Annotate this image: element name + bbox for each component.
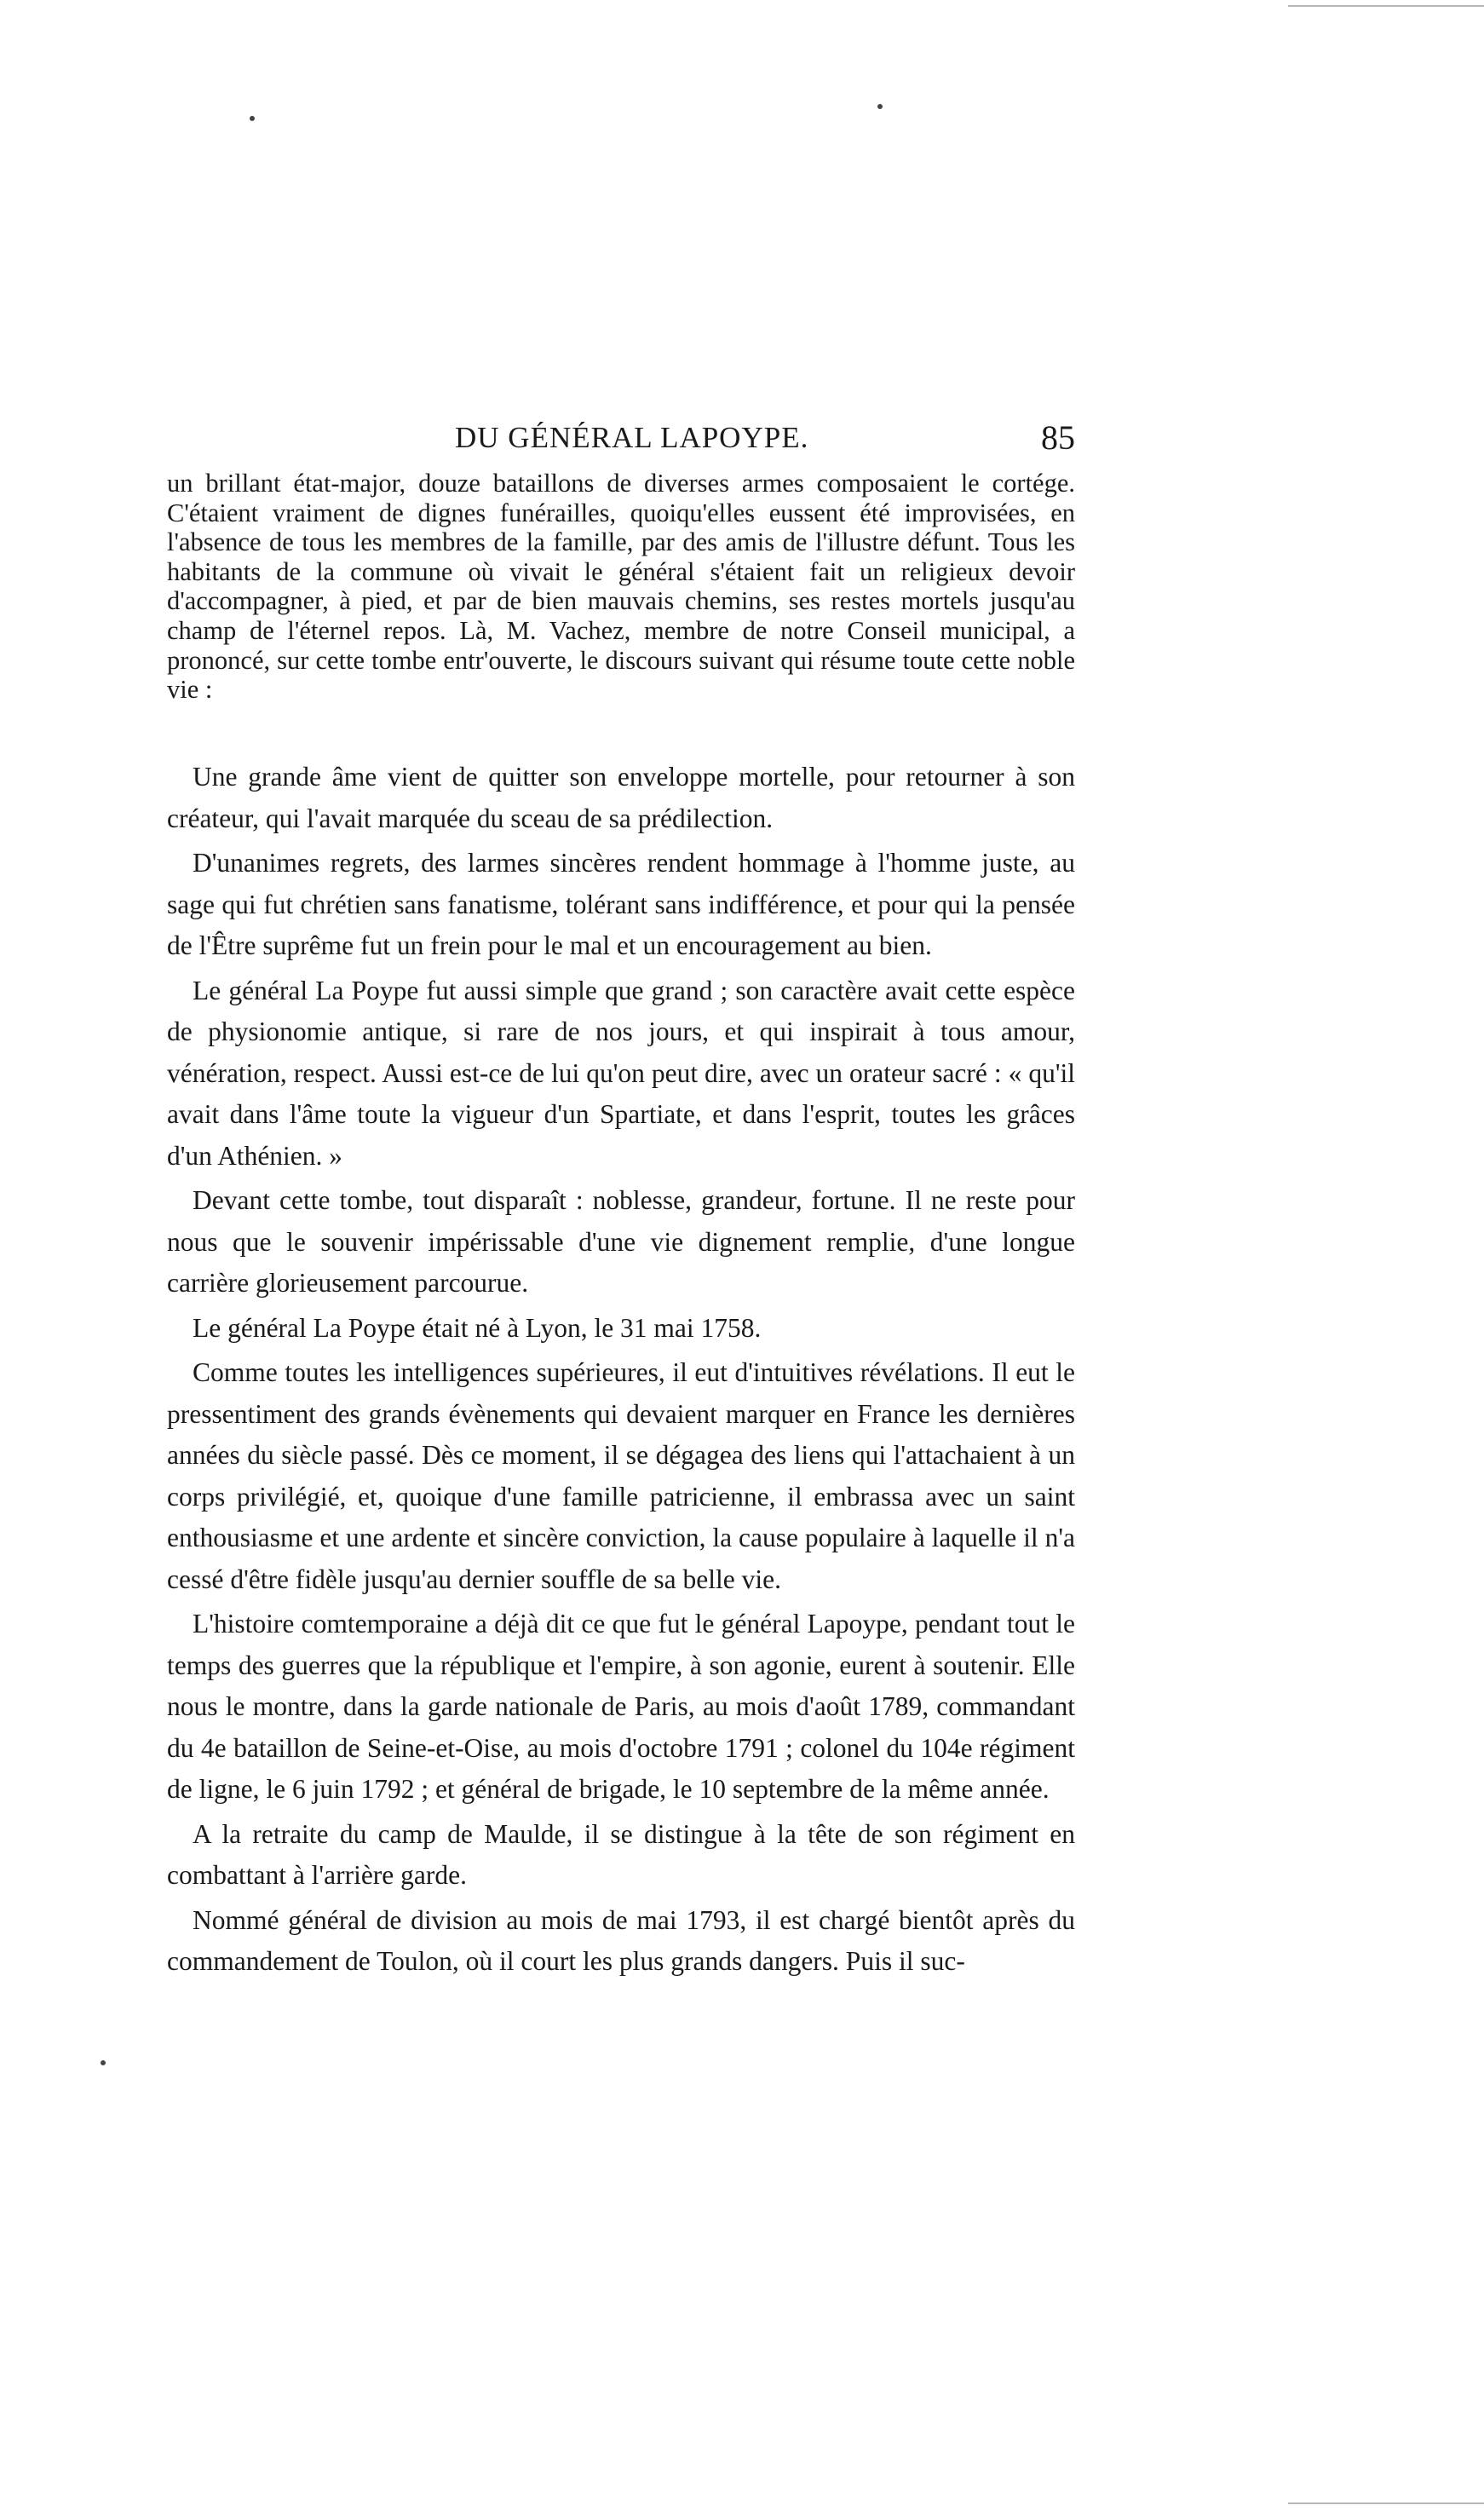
ink-speck	[101, 2060, 106, 2065]
bottom-edge-rule	[1288, 2502, 1484, 2504]
speech-paragraph: Comme toutes les intelligences supérieures, il eut d'intuitives révélations. Il eut le pressentiment des grands évènements qui devaient marquer en France les dernières années du siècle passé. Dès ce moment, il se dégagea des liens qui l'attachaient à un corps privilégié, et, quoique d'une famille patricienne, il embrassa avec un saint enthousiasme et une ardente et sincère conviction, la cause populaire à laquelle il n'a cessé d'être fidèle jusqu'au dernier souffle de sa belle vie.	[167, 1357, 1075, 1594]
speech-paragraph: A la retraite du camp de Maulde, il se distingue à la tête de son régiment en combattant à l'arrière garde.	[167, 1818, 1075, 1890]
page-number: 85	[1041, 418, 1075, 457]
intro-paragraph: un brillant état-major, douze bataillons de diverses armes composaient le cortége. C'étaient vraiment de dignes funérailles, quoiqu'elles eussent été improvisées, en l'absence de tous les membres de la famille, par des amis de l'illustre défunt. Tous les habitants de la commune où vivait le général s'étaient fait un religieux devoir d'accompagner, à pied, et par de bien mauvais chemins, ses restes mortels jusqu'au champ de l'éternel repos. Là, M. Vachez, membre de notre Conseil municipal, a prononcé, sur cette tombe entr'ouverte, le discours suivant qui résume toute cette noble vie :	[167, 469, 1075, 705]
ink-speck	[877, 104, 883, 109]
speech-paragraph: Le général La Poype fut aussi simple que grand ; son caractère avait cette espèce de physionomie antique, si rare de nos jours, et qui inspirait à tous amour, vénération, respect. Aussi est-ce de lui qu'on peut dire, avec un orateur sacré : « qu'il avait dans l'âme toute la vigueur d'un Spartiate, et dans l'esprit, toutes les grâces d'un Athénien. »	[167, 975, 1075, 1171]
speech-paragraph: L'histoire comtemporaine a déjà dit ce que fut le général Lapoype, pendant tout le temps des guerres que la république et l'empire, à son agonie, eurent à soutenir. Elle nous le montre, dans la garde nationale de Paris, au mois d'août 1789, commandant du 4e bataillon de Seine-et-Oise, au mois d'octobre 1791 ; colonel du 104e régiment de ligne, le 6 juin 1792 ; et général de brigade, le 10 septembre de la même année.	[167, 1609, 1075, 1804]
ink-speck	[250, 116, 255, 121]
page-header	[167, 412, 1075, 464]
speech-block	[167, 757, 1075, 1986]
top-edge-rule	[1288, 5, 1484, 7]
running-title: DU GÉNÉRAL LAPOYPE.	[455, 421, 809, 454]
speech-paragraph: Une grande âme vient de quitter son enveloppe mortelle, pour retourner à son créateur, qui l'avait marquée du sceau de sa prédilection.	[167, 762, 1075, 833]
speech-paragraph: Nommé général de division au mois de mai 1793, il est chargé bientôt après du commandement de Toulon, où il court les plus grands dangers. Puis il suc-	[167, 1904, 1075, 1976]
intro-paragraph-block	[167, 469, 1075, 705]
speech-paragraph: Devant cette tombe, tout disparaît : noblesse, grandeur, fortune. Il ne reste pour nous que le souvenir impérissable d'une vie dignement remplie, d'une longue carrière glorieusement parcourue.	[167, 1185, 1075, 1298]
speech-paragraph: Le général La Poype était né à Lyon, le 31 mai 1758.	[193, 1312, 762, 1343]
speech-paragraph: D'unanimes regrets, des larmes sincères rendent hommage à l'homme juste, au sage qui fut chrétien sans fanatisme, tolérant sans indifférence, et pour qui la pensée de l'Être suprême fut un frein pour le mal et un encouragement au bien.	[167, 848, 1075, 960]
